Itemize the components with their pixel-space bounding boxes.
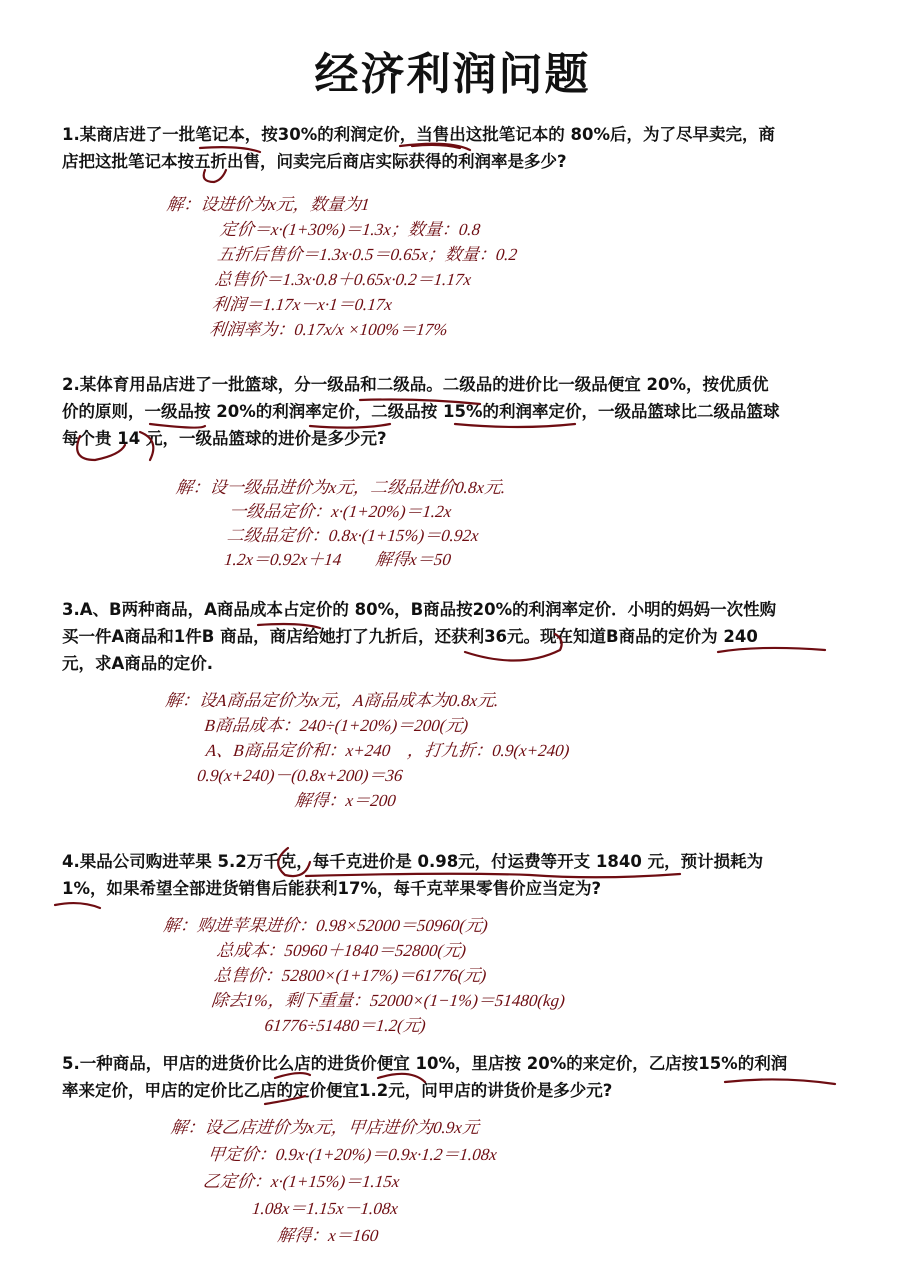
problem-line: 4.果品公司购进苹果 5.2万千克，每千克进价是 0.98元，付运费等开支 1840 元，预计损耗为 [62,852,764,871]
solution-line: 总售价＝1.3x·0.8＋0.65x·0.2＝1.17x [213,270,473,289]
problem-line: 价的原则，一级品按 20%的利润率定价，二级品按 15%的利润率定价，一级品篮球比二级品篮球 [62,402,780,421]
solution-line: A、B商品定价和：x+240 ，打九折：0.9(x+240) [205,741,571,760]
problem-5 [62,1050,852,1104]
solution-line: 解：设乙店进价为x元，甲店进价为0.9x元 [169,1118,481,1137]
problem-line: 店把这批笔记本按五折出售，问卖完后商店实际获得的利润率是多少? [62,152,567,171]
solution-line: 总成本：50960＋1840＝52800(元) [215,941,467,960]
problem-line: 每个贵 14 元，一级品篮球的进价是多少元? [62,429,387,448]
solution-line: 利润率为：0.17x/x ×100%＝17% [208,320,449,339]
solution-2 [167,476,507,572]
solution-5 [158,1114,501,1249]
solution-line: 乙定价：x·(1+15%)＝1.15x [202,1172,401,1191]
problem-line: 5.一种商品，甲店的进货价比么店的进货价便宜 10%，里店按 20%的来定价，乙店按15%的利润 [62,1054,788,1073]
solution-line: 1.2x＝0.92x＋14 解得x＝50 [223,550,452,569]
solution-3 [153,688,576,813]
problem-3 [62,596,852,677]
solution-line: 甲定价：0.9x·(1+20%)＝0.9x·1.2＝1.08x [206,1145,498,1164]
solution-line: 1.08x＝1.15x－1.08x [251,1199,400,1218]
solution-line: 除去1%，剩下重量：52000×(1−1%)＝51480(kg) [210,991,566,1010]
problem-4 [62,848,852,902]
solution-line: 解：设进价为x元，数量为1 [165,195,371,214]
underline-mark [55,903,100,908]
solution-line: 解：购进苹果进价：0.98×52000＝50960(元) [162,916,489,935]
solution-line: 解：设A商品定价为x元，A商品成本为0.8x元. [164,691,500,710]
solution-line: 解得：x＝160 [276,1226,380,1245]
problem-line: 率来定价，甲店的定价比乙店的定价便宜1.2元，问甲店的讲货价是多少元? [62,1081,613,1100]
solution-1 [152,192,524,342]
solution-line: 五折后售价＝1.3x·0.5＝0.65x；数量：0.2 [216,245,519,264]
solution-line: 解得：x＝200 [293,791,397,810]
solution-line: B商品成本：240÷(1+20%)＝200(元) [203,716,470,735]
page-title: 经济利润问题 [314,49,591,100]
problem-line: 1.某商店进了一批笔记本，按30%的利润定价，当售出这批笔记本的 80%后，为了尽早卖完，商 [62,125,775,144]
problem-1 [62,121,852,175]
problem-line: 买一件A商品和1件B 商品，商店给她打了九折后，还获利36元。现在知道B商品的定价为 240 [62,627,758,646]
solution-line: 二级品定价：0.8x·(1+15%)＝0.92x [225,526,480,545]
solution-line: 61776÷51480＝1.2(元) [263,1016,427,1035]
solution-line: 利润＝1.17x－x·1＝0.17x [211,295,393,314]
solution-line: 定价＝x·(1+30%)＝1.3x；数量：0.8 [218,220,482,239]
problem-line: 3.A、B两种商品，A商品成本占定价的 80%，B商品按20%的利润率定价．小明的妈妈一次性购 [62,600,777,619]
problem-line: 2.某体育用品店进了一批篮球，分一级品和二级品。二级品的进价比一级品便宜 20%，按优质优 [62,375,769,394]
problem-line: 元，求A商品的定价. [62,654,214,673]
solution-4 [151,913,574,1038]
problem-line: 1%，如果希望全部进货销售后能获利17%，每千克苹果零售价应当定为? [62,879,602,898]
solution-line: 总售价：52800×(1+17%)＝61776(元) [213,966,488,985]
problem-2 [62,371,852,452]
solution-line: 0.9(x+240)－(0.8x+200)＝36 [196,766,404,785]
solution-line: 一级品定价：x·(1+20%)＝1.2x [228,502,453,521]
solution-line: 解：设一级品进价为x元，二级品进价0.8x元. [174,478,507,497]
